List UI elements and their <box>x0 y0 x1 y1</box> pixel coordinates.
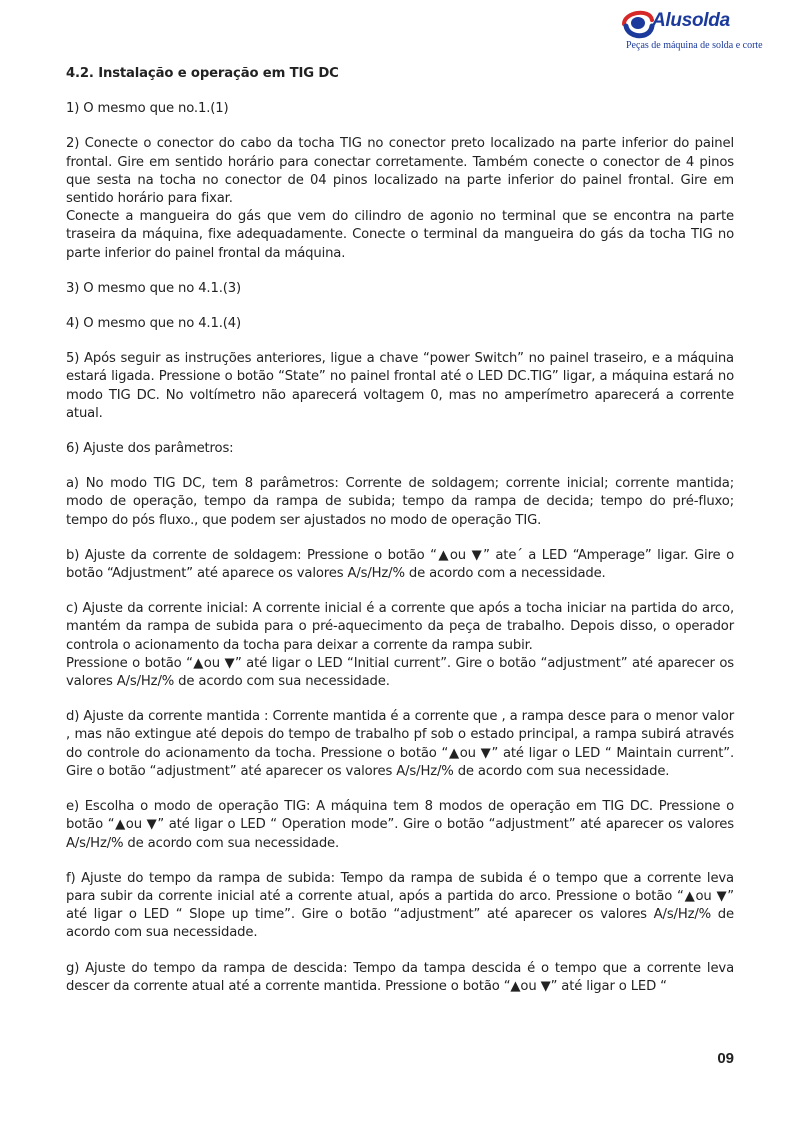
paragraph: f) Ajuste do tempo da rampa de subida: Tempo da rampa de subida é o tempo que a corrente leva para subir da corrente inicial até a corrente atual, após a partida do arco. Pressione o botão “▲ou ▼” até ligar o LED “ Slope up time”. Gire o botão “adjustment” até aparecer os valores A/s/Hz/% de acordo com sua necessidade. <box>66 870 734 941</box>
paragraph: e) Escolha o modo de operação TIG: A máquina tem 8 modos de operação em TIG DC. Pressione o botão “▲ou ▼” até ligar o LED “ Operation mode”. Gire o botão “adjustment” até aparecer os valores A/s/Hz/% de acordo com sua necessidade. <box>66 799 734 851</box>
paragraph: 6) Ajuste dos parâmetros: <box>66 441 234 457</box>
paragraph: g) Ajuste do tempo da rampa de descida: Tempo da tampa descida é o tempo que a corrente leva descer da corrente atual até a corrente mantida. Pressione o botão “▲ou ▼” até ligar o LED “ <box>66 960 734 994</box>
paragraph: b) Ajuste da corrente de soldagem: Pressione o botão “▲ou ▼” ate´ a LED “Amperage” ligar. Gire o botão “Adjustment” até aparece os valores A/s/Hz/% de acordo com a necessidade. <box>66 547 734 582</box>
paragraph: Conecte a mangueira do gás que vem do cilindro de agonio no terminal que se encontra na parte traseira da máquina, fixe adequadamente. Conecte o terminal da mangueira do gás da tocha TIG no parte inferior do painel frontal da máquina. <box>66 209 734 261</box>
paragraph: c) Ajuste da corrente inicial: A corrente inicial é a corrente que após a tocha iniciar na partida do arco, mantém da rampa de subida para o pré-aquecimento da peça de trabalho. Depois disso, o operador controla o acionamento da tocha para deixar a corrente da rampa subir. <box>66 601 734 653</box>
paragraph: 3) O mesmo que no 4.1.(3) <box>66 280 241 296</box>
logo-subtitle: Peças de máquina de solda e corte <box>626 40 763 51</box>
section-heading: 4.2. Instalação e operação em TIG DC <box>66 66 339 81</box>
paragraph: 1) O mesmo que no.1.(1) <box>66 101 229 117</box>
brand-logo <box>612 6 762 54</box>
logo-text: Alusolda <box>652 10 730 31</box>
logo-swirl-icon <box>620 6 656 40</box>
paragraph: 4) O mesmo que no 4.1.(4) <box>66 316 241 332</box>
document-body <box>66 56 734 1013</box>
paragraph: a) No modo TIG DC, tem 8 parâmetros: Corrente de soldagem; corrente inicial; corrente mantida; modo de operação, tempo da rampa de subida; tempo da rampa de decida; tempo do pré-fluxo; tempo do pós fluxo., que podem ser ajustados no modo de operação TIG. <box>66 476 734 528</box>
paragraph: Pressione o botão “▲ou ▼” até ligar o LED “Initial current”. Gire o botão “adjustment” até aparecer os valores A/s/Hz/% de acordo com sua necessidade. <box>66 655 734 690</box>
paragraph: 5) Após seguir as instruções anteriores, ligue a chave “power Switch” no painel traseiro, e a máquina estará ligada. Pressione o botão “State” no painel frontal até o LED DC.TIG” ligar, a máquina estará no modo TIG DC. No voltímetro não aparecerá voltagem 0, mas no amperímetro aparecerá a corrente atual. <box>66 351 734 421</box>
page-number: 09 <box>717 1050 734 1067</box>
paragraph: 2) Conecte o conector do cabo da tocha TIG no conector preto localizado na parte inferior do painel frontal. Gire em sentido horário para conectar corretamente. Também conecte o conector de 4 pinos que sesta na tocha no conector de 04 pinos localizado na parte inferior do painel frontal. Gire em sentido horário para fixar. <box>66 136 734 207</box>
paragraph: d) Ajuste da corrente mantida : Corrente mantida é a corrente que , a rampa desce para o menor valor , mas não extingue até depois do tempo de trabalho pf sob o estado principal, a rampa subirá através do controle do acionamento da tocha. Pressione o botão “▲ou ▼” até ligar o LED “ Maintain current”. Gire o botão “adjustment” até aparecer os valores A/s/Hz/% de acordo com sua necessidade. <box>66 709 734 779</box>
